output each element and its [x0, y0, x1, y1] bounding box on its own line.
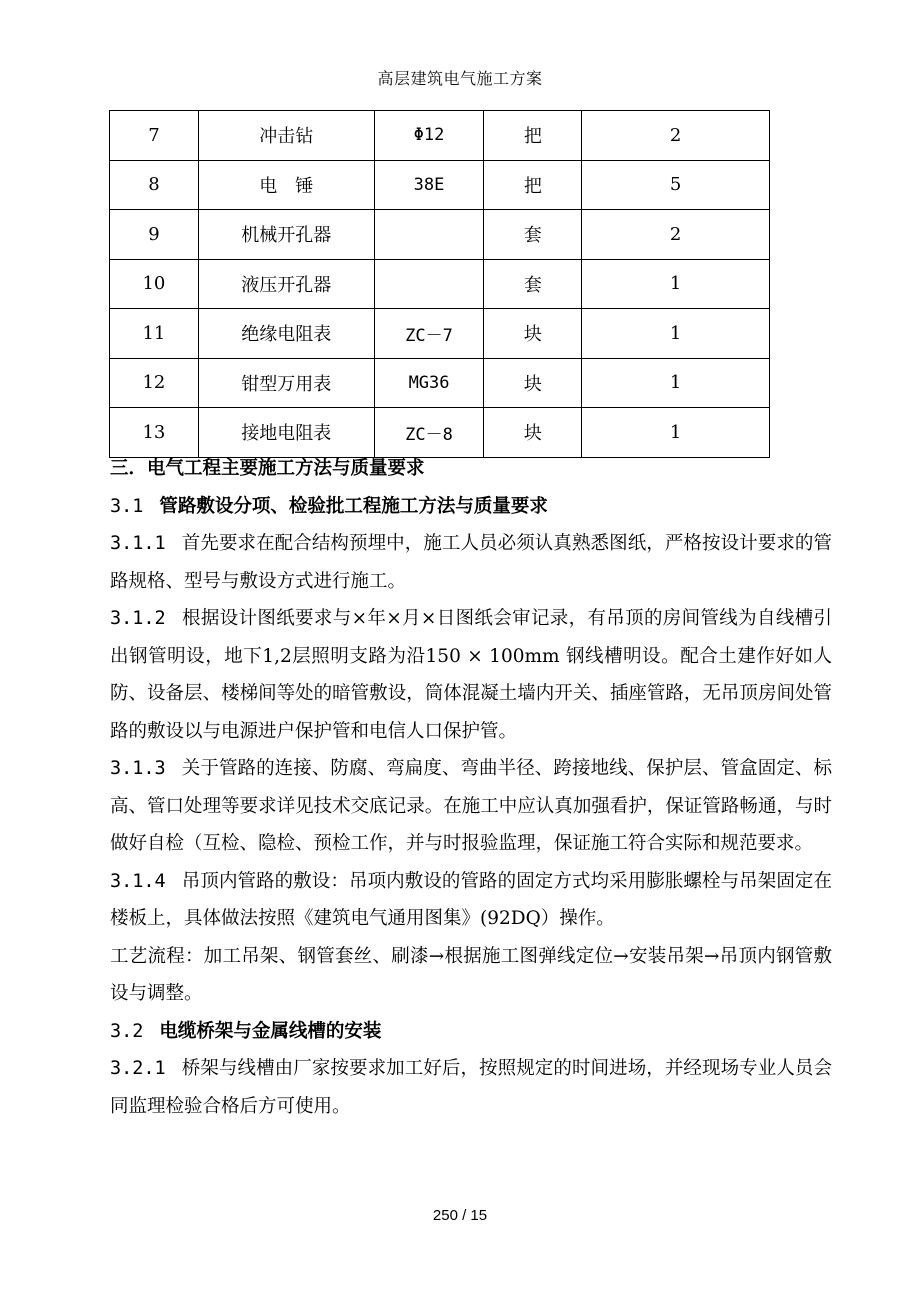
table-row	[110, 111, 770, 161]
tool-spec: 38E	[374, 160, 484, 210]
page-header: 高层建筑电气施工方案	[377, 69, 543, 88]
tool-name: 机械开孔器	[198, 210, 374, 260]
table-row	[110, 259, 770, 309]
tool-quantity: 1	[582, 309, 770, 359]
tool-name: 冲击钻	[198, 111, 374, 161]
table-row	[110, 309, 770, 359]
section-number: 3.1	[110, 495, 144, 517]
tool-spec	[374, 259, 484, 309]
tool-unit: 块	[484, 309, 582, 359]
table-row	[110, 160, 770, 210]
row-number: 10	[110, 259, 199, 309]
tool-name: 电 锤	[198, 160, 374, 210]
tool-spec: MG36	[374, 358, 484, 408]
paragraph-3-1-4	[110, 863, 832, 938]
row-number: 13	[110, 408, 199, 458]
tool-spec: ZC－7	[374, 309, 484, 359]
paragraph-text: 首先要求在配合结构预埋中，施工人员必须认真熟悉图纸，严格按设计要求的管路规格、型号与敷设方式进行施工。	[110, 533, 832, 592]
section-number: 3.2	[110, 1020, 144, 1042]
section-3-2-heading	[110, 1013, 832, 1051]
tool-unit: 把	[484, 160, 582, 210]
row-number: 7	[110, 111, 199, 161]
tool-quantity: 2	[582, 210, 770, 260]
tool-quantity: 1	[582, 259, 770, 309]
row-number: 12	[110, 358, 199, 408]
section-title: 管路敷设分项、检验批工程施工方法与质量要求	[159, 495, 548, 517]
tool-unit: 套	[484, 210, 582, 260]
tool-quantity: 1	[582, 358, 770, 408]
paragraph-3-1-2	[110, 600, 832, 750]
page-number: 250 / 15	[432, 1207, 488, 1224]
section-3-heading: 三．电气工程主要施工方法与质量要求	[110, 458, 425, 479]
tool-spec: ZC－8	[374, 408, 484, 458]
tool-unit: 块	[484, 358, 582, 408]
document-body	[110, 450, 832, 1125]
section-3-1-heading	[110, 488, 832, 526]
tool-unit: 把	[484, 111, 582, 161]
paragraph-3-1-3	[110, 750, 832, 863]
paragraph-3-1-1	[110, 525, 832, 600]
paragraph-number: 3.1.4	[110, 870, 166, 892]
tool-name: 绝缘电阻表	[198, 309, 374, 359]
tool-spec: Φ12	[374, 111, 484, 161]
tool-name: 液压开孔器	[198, 259, 374, 309]
section-title: 电缆桥架与金属线槽的安装	[159, 1020, 382, 1042]
table-row	[110, 358, 770, 408]
equipment-table	[109, 110, 770, 458]
paragraph-text: 根据设计图纸要求与×年×月×日图纸会审记录，有吊顶的房间管线为自线槽引出钢管明设，地下1,2层照明支路为沿150 × 100mm 钢线槽明设。配合土建作好如人防、设备层、楼梯间等处的暗管敷设，筒体混凝土墙内开关、插座管路，无吊顶房间处管路的敷设以与电源进户保护管和电信人口保护管。	[110, 608, 832, 742]
row-number: 9	[110, 210, 199, 260]
process-flow-paragraph: 工艺流程：加工吊架、钢管套丝、刷漆→根据施工图弹线定位→安装吊架→吊顶内钢管敷设与调整。	[110, 945, 832, 1004]
paragraph-number: 3.1.3	[110, 758, 166, 779]
tool-quantity: 1	[582, 408, 770, 458]
row-number: 8	[110, 160, 199, 210]
paragraph-3-2-1	[110, 1050, 832, 1125]
tool-quantity: 5	[582, 160, 770, 210]
paragraph-number: 3.1.2	[110, 608, 166, 629]
tool-quantity: 2	[582, 111, 770, 161]
paragraph-number: 3.2.1	[110, 1058, 166, 1079]
tool-name: 钳型万用表	[198, 358, 374, 408]
tool-unit: 块	[484, 408, 582, 458]
table-row	[110, 210, 770, 260]
paragraph-text: 吊顶内管路的敷设：吊项内敷设的管路的固定方式均采用膨胀螺栓与吊架固定在楼板上，具体做法按照《建筑电气通用图集》(92DQ）操作。	[110, 870, 832, 929]
row-number: 11	[110, 309, 199, 359]
paragraph-text: 关于管路的连接、防腐、弯扁度、弯曲半径、跨接地线、保护层、管盒固定、标高、管口处理等要求详见技术交底记录。在施工中应认真加强看护，保证管路畅通，与时做好自检（互检、隐检、预检工作，并与时报验监理，保证施工符合实际和规范要求。	[110, 758, 832, 854]
tool-name: 接地电阻表	[198, 408, 374, 458]
tool-spec	[374, 210, 484, 260]
paragraph-text: 桥架与线槽由厂家按要求加工好后，按照规定的时间进场，并经现场专业人员会同监理检验合格后方可使用。	[110, 1058, 832, 1117]
paragraph-number: 3.1.1	[110, 533, 166, 554]
tool-unit: 套	[484, 259, 582, 309]
